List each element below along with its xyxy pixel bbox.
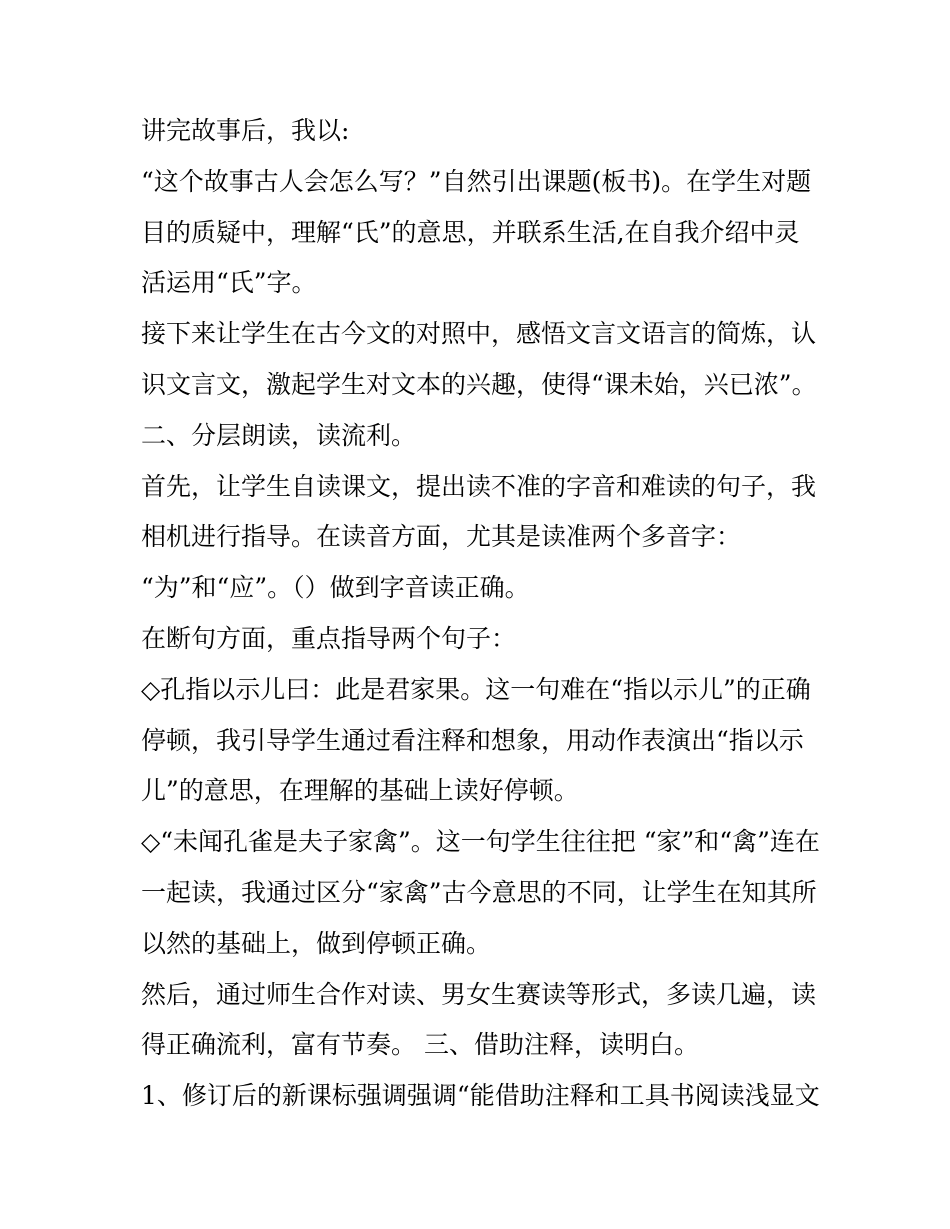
text-line: 接下来让学生在古今文的对照中，感悟文言文语言的简炼，认 — [141, 319, 817, 349]
text-line: 以然的基础上，做到停顿正确。 — [141, 928, 492, 958]
text-line: 在断句方面，重点指导两个句子： — [141, 623, 517, 653]
text-line: 识文言文，激起学生对文本的兴趣，使得“课未始，兴已浓”。 — [141, 369, 817, 399]
text-line: 讲完故事后，我以: — [141, 116, 350, 145]
bullet-line: ◇“未闻孔雀是夫子家禽”。这一句学生往往把 “家”和“禽”连在 — [141, 827, 820, 857]
text-line: “为”和“应”。（）做到字音读正确。 — [141, 573, 530, 603]
text-line: 首先，让学生自读课文，提出读不准的字音和难读的句子，我 — [141, 471, 817, 501]
text-line: 相机进行指导。在读音方面，尤其是读准两个多音字： — [141, 522, 742, 552]
section-heading: 二、分层朗读，读流利。 — [141, 420, 417, 450]
text-line: 活运用“氏”字。 — [141, 268, 317, 298]
text-line: 儿”的意思，在理解的基础上读好停顿。 — [141, 776, 579, 806]
text-line: 1、修订后的新课标强调强调“能借助注释和工具书阅读浅显文 — [141, 1081, 820, 1111]
document-body — [141, 106, 821, 1122]
text-line: “这个故事古人会怎么写？”自然引出课题(板书)。在学生对题 — [141, 166, 812, 196]
bullet-line: ◇孔指以示儿曰：此是君家果。这一句难在“指以示儿”的正确 — [141, 674, 811, 704]
text-line: 一起读，我通过区分“家禽”古今意思的不同，让学生在知其所 — [141, 877, 817, 907]
text-line: 停顿，我引导学生通过看注释和想象，用动作表演出“指以示 — [141, 725, 804, 755]
text-line: 得正确流利，富有节奏。 三、借助注释，读明白。 — [141, 1030, 699, 1060]
text-line: 然后，通过师生合作对读、男女生赛读等形式，多读几遍，读 — [141, 979, 817, 1009]
text-line: 目的质疑中，理解“氏”的意思，并联系生活,在自我介绍中灵 — [141, 217, 800, 247]
